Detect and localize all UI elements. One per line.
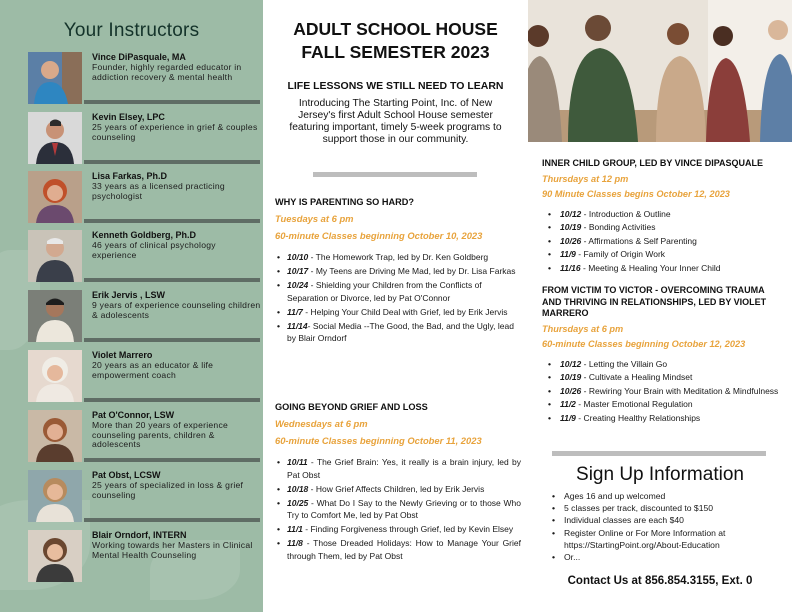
divider	[84, 100, 260, 104]
section-schedule: 60-minute Classes beginning October 11, 2023	[275, 435, 482, 446]
instructor-description: 20 years as an educator & life empowerment coach	[92, 360, 214, 380]
class-date: 11/7	[287, 306, 303, 317]
class-date: 11/9	[560, 249, 576, 259]
class-date: 10/12	[560, 358, 582, 369]
list-item: • Individual classes are each $40	[552, 514, 784, 526]
class-title: - Meeting & Healing Your Inner Child	[580, 262, 721, 273]
divider	[313, 172, 477, 177]
instructor-photo	[28, 171, 82, 223]
class-date: 10/17	[287, 266, 309, 276]
class-date: 10/18	[287, 483, 309, 494]
list-item	[542, 235, 780, 248]
class-list	[275, 456, 521, 562]
list-item	[275, 306, 521, 319]
section-heading: INNER CHILD GROUP, LED BY VINCE DIPASQUALE	[542, 158, 764, 168]
class-date: 10/11	[287, 457, 308, 467]
instructor-description: Working towards her Masters in Clinical Mental Health Counseling	[92, 540, 253, 560]
instructor-description: 25 years of specialized in loss & grief counseling	[92, 480, 244, 500]
contact-phone[interactable]: Contact Us at 856.854.3155, Ext. 0	[567, 575, 753, 587]
class-title: - The Homework Trap, led by Dr. Ken Goldberg	[308, 252, 489, 262]
class-date: 10/26	[560, 385, 582, 396]
list-item	[275, 523, 521, 536]
parenting-section	[275, 197, 521, 346]
list-item: • 5 classes per track, discounted to $150	[552, 502, 784, 514]
class-date: 10/19	[560, 372, 582, 382]
class-list	[275, 251, 521, 345]
list-item	[542, 398, 780, 411]
instructor-photo	[28, 112, 82, 164]
instructor-photo	[28, 52, 82, 104]
signup-list	[552, 490, 784, 563]
instructor-photo	[28, 470, 82, 522]
divider	[84, 398, 260, 402]
programs-column	[263, 0, 528, 612]
section-heading: WHY IS PARENTING SO HARD?	[275, 197, 415, 207]
instructor-photo	[28, 230, 82, 282]
instructor-name: Kenneth Goldberg, Ph.D	[92, 230, 197, 240]
instructors-panel	[0, 0, 263, 612]
list-item	[275, 483, 521, 496]
class-title: - Finding Forgiveness through Grief, led by Kevin Elsey	[302, 524, 514, 534]
list-item	[542, 371, 780, 384]
class-title: - Rewiring Your Brain with Meditation & Mindfulness	[581, 385, 779, 396]
instructor-photo	[28, 530, 82, 582]
divider	[84, 278, 260, 282]
list-item	[542, 385, 780, 398]
instructors-heading: Your Instructors	[63, 20, 200, 41]
divider	[84, 518, 260, 522]
grief-section	[275, 402, 521, 564]
page-title	[263, 18, 528, 64]
class-date: 11/16	[560, 262, 581, 273]
list-item	[275, 320, 521, 345]
class-date: 10/19	[560, 222, 582, 232]
class-date: 10/12	[560, 208, 582, 219]
class-title: - Cultivate a Healing Mindset	[581, 372, 693, 382]
class-date: 10/24	[287, 280, 309, 290]
class-date: 10/26	[560, 235, 582, 246]
inner-child-section	[542, 158, 780, 275]
signup-heading: Sign Up Information	[576, 464, 744, 485]
section-heading: FROM VICTIM TO VICTOR - OVERCOMING TRAUMA AND THRIVING IN RELATIONSHIPS, LED BY VIOLET MARRERO	[542, 285, 767, 318]
class-date: 11/8	[287, 538, 303, 548]
instructor-card	[28, 350, 260, 402]
instructor-description: 25 years of experience in grief & couples counseling	[92, 122, 258, 142]
class-list	[542, 208, 780, 275]
list-item	[275, 456, 521, 481]
instructor-photo	[28, 290, 82, 342]
intro-paragraph: Introducing The Starting Point, Inc. of New Jersey's first Adult School House semester featuring important, timely 5-week programs to support those in our community.	[289, 98, 502, 145]
class-title: - Creating Healthy Relationships	[575, 412, 701, 423]
instructor-name: Pat Obst, LCSW	[92, 470, 161, 480]
class-list	[542, 358, 780, 425]
list-item	[542, 208, 780, 221]
section-heading: GOING BEYOND GRIEF AND LOSS	[275, 402, 428, 412]
class-title: - Those Dreaded Holidays: How to Manage Your Grief through Them, led by Pat Obst	[287, 538, 521, 561]
list-item	[275, 279, 521, 304]
class-title: - Master Emotional Regulation	[575, 399, 693, 409]
class-date: 11/2	[560, 399, 576, 409]
class-title: - Letting the Villain Go	[581, 358, 668, 369]
instructor-name: Lisa Farkas, Ph.D	[92, 171, 168, 181]
list-item: • Or...	[552, 551, 784, 563]
list-item	[275, 497, 521, 522]
instructor-name: Pat O'Connor, LSW	[92, 410, 175, 420]
class-date: 10/25	[287, 497, 309, 508]
divider	[84, 160, 260, 164]
instructor-description: More than 20 years of experience counseling parents, children & adolescents	[92, 420, 229, 450]
instructor-name: Kevin Elsey, LPC	[92, 112, 165, 122]
list-item	[275, 251, 521, 264]
section-schedule: 60-minute Classes beginning October 10, 2023	[275, 230, 483, 241]
instructor-photo	[28, 350, 82, 402]
instructor-description: 33 years as a licensed practicing psychologist	[92, 181, 225, 201]
class-title: - Affirmations & Self Parenting	[581, 235, 697, 246]
list-item	[275, 537, 521, 562]
class-title: - Helping Your Child Deal with Grief, led by Erik Jervis	[302, 306, 508, 317]
section-time: Thursdays at 12 pm	[542, 173, 629, 184]
list-item	[275, 265, 521, 278]
group-session-photo	[528, 0, 792, 142]
instructor-card	[28, 52, 260, 104]
class-title: - How Grief Affects Children, led by Erik Jervis	[308, 483, 485, 494]
instructor-description: Founder, highly regarded educator in addiction recovery & mental health	[92, 62, 242, 82]
instructor-photo	[28, 410, 82, 462]
class-title: - Introduction & Outline	[581, 208, 671, 219]
list-item: • Ages 16 and up welcomed	[552, 490, 784, 502]
instructor-name: Blair Orndorf, INTERN	[92, 530, 187, 540]
instructor-card	[28, 530, 260, 582]
class-title: - The Grief Brain: Yes, it really is a brain injury, led by Pat Obst	[287, 457, 521, 480]
instructor-name: Erik Jervis , LSW	[92, 290, 166, 300]
section-schedule: 60-minute Classes beginning October 12, 2023	[542, 338, 746, 349]
instructor-name: Vince DiPasquale, MA	[92, 52, 186, 62]
divider	[552, 451, 766, 456]
instructor-name: Violet Marrero	[92, 350, 153, 360]
registration-link[interactable]: • Register Online or For More Information at https://StartingPoint.org/About-Education	[552, 527, 784, 551]
instructor-description: 9 years of experience counseling children & adolescents	[92, 300, 261, 320]
divider	[84, 219, 260, 223]
class-date: 11/14	[287, 320, 308, 331]
class-title: - Bonding Activities	[581, 222, 656, 232]
instructor-card	[28, 171, 260, 223]
class-title: - My Teens are Driving Me Mad, led by Dr. Lisa Farkas	[308, 266, 516, 276]
section-time: Thursdays at 6 pm	[542, 323, 624, 334]
instructor-card	[28, 470, 260, 522]
class-date: 11/1	[287, 524, 303, 534]
class-title: - Family of Origin Work	[575, 249, 666, 259]
instructor-card	[28, 112, 260, 164]
class-title: - Social Media --The Good, the Bad, and the Ugly, lead by Blair Orndorf	[287, 320, 514, 343]
instructor-description: 46 years of clinical psychology experience	[92, 240, 216, 260]
list-item	[542, 262, 780, 275]
class-title: - Shielding your Children from the Conflicts of Separation or Divorce, led by Pat O'Connor	[287, 280, 482, 303]
section-time: Tuesdays at 6 pm	[275, 213, 354, 224]
list-item	[542, 358, 780, 371]
title-line: FALL SEMESTER 2023	[301, 42, 490, 62]
instructor-card	[28, 410, 260, 462]
instructor-card	[28, 230, 260, 282]
divider	[84, 458, 260, 462]
class-date: 11/9	[560, 412, 576, 423]
tagline: LIFE LESSONS WE STILL NEED TO LEARN	[287, 80, 504, 92]
title-line: ADULT SCHOOL HOUSE	[293, 19, 498, 39]
section-time: Wednesdays at 6 pm	[275, 418, 368, 429]
instructor-card	[28, 290, 260, 342]
class-date: 10/10	[287, 252, 309, 262]
list-item	[542, 221, 780, 234]
class-title: - What Do I Say to the Newly Grieving or to those Who Try to Comfort Me, led by Pat Obst	[287, 497, 521, 520]
list-item	[542, 412, 780, 425]
right-column	[528, 0, 792, 612]
victim-to-victor-section	[542, 285, 780, 425]
list-item	[542, 248, 780, 261]
divider	[84, 338, 260, 342]
section-schedule: 90 Minute Classes begins October 12, 2023	[542, 188, 730, 199]
